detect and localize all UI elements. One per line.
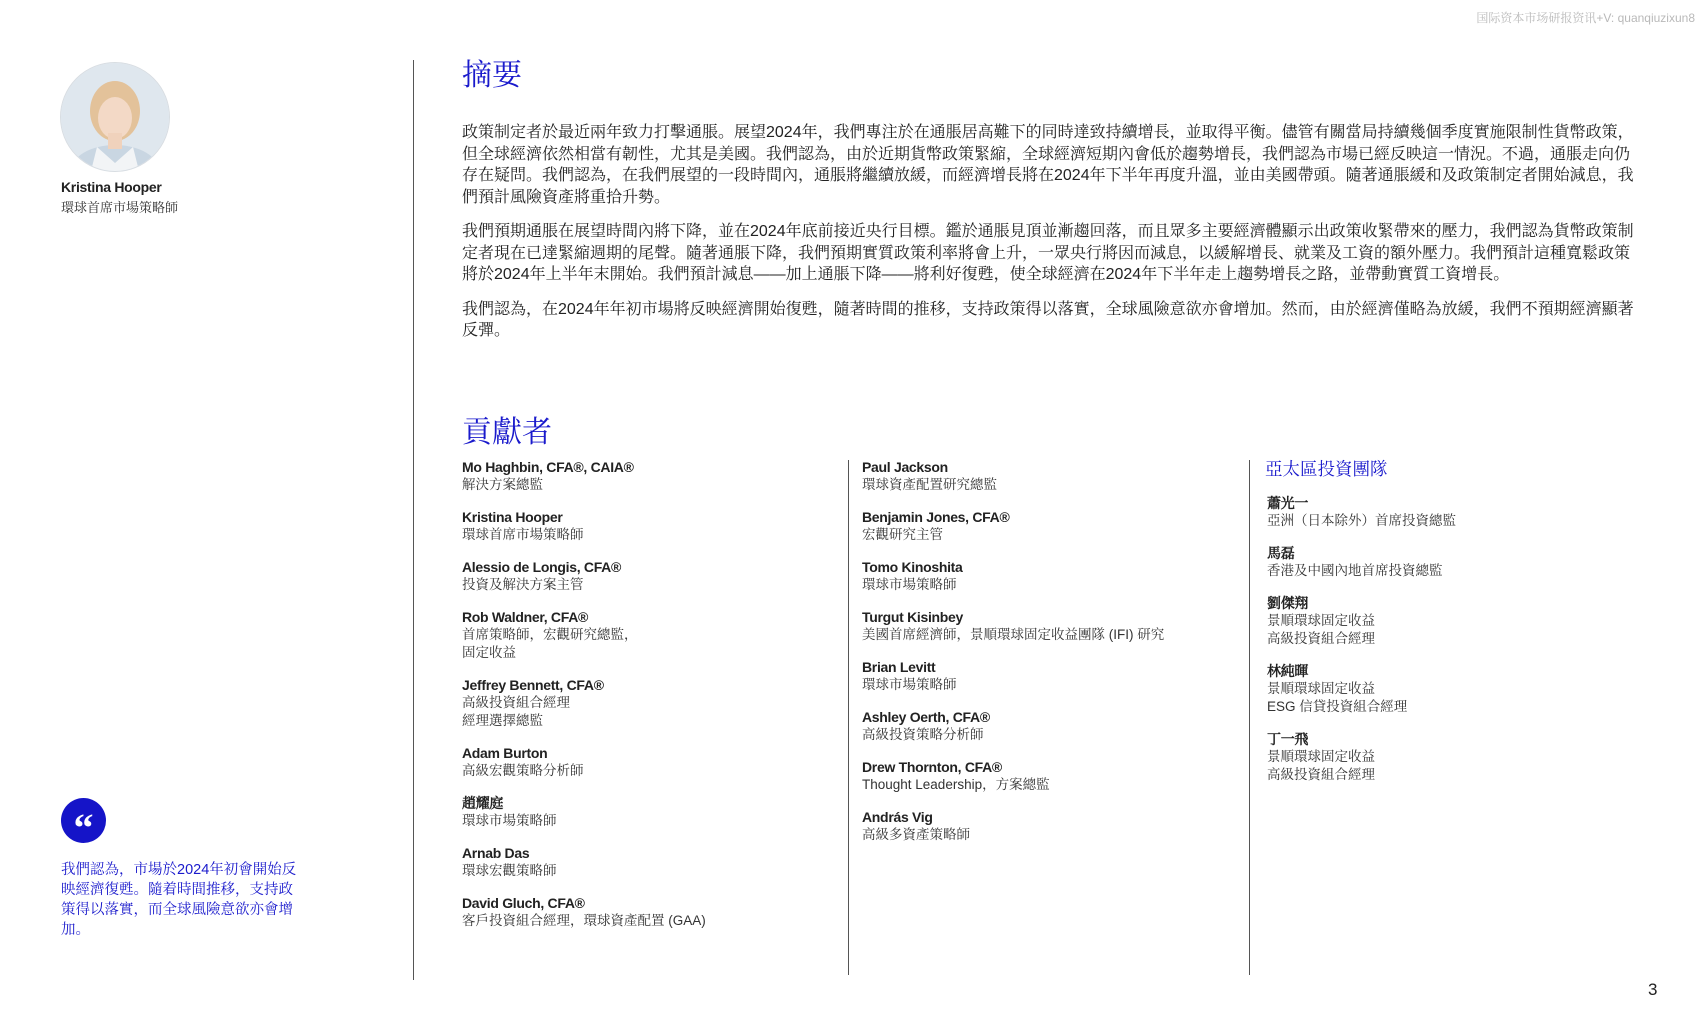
summary-heading: 摘要 [462,59,522,92]
contributor-name: 蕭光一 [1267,495,1309,511]
contributors-column-1 [462,458,842,944]
contributor-role: 高級投資組合經理 經理選擇總監 [462,695,570,728]
contributor [462,508,842,544]
contributor [462,744,842,780]
contributor-role: Thought Leadership，方案總監 [862,777,1050,792]
contributor-role: 高級宏觀策略分析師 [462,763,584,778]
contributor [1267,730,1647,784]
contributor-role: 景順環球固定收益 高級投資組合經理 [1267,749,1375,782]
contributor-role: 宏觀研究主管 [862,527,943,542]
page-number: 3 [1648,980,1658,999]
contributor-role: 環球宏觀策略師 [462,863,557,878]
contributor [462,894,842,930]
contributor-role: 高級投資策略分析師 [862,727,984,742]
contributor [1267,544,1647,580]
contributor [462,794,842,830]
left-divider [413,60,414,980]
contributor-name: 林純暉 [1267,663,1309,679]
contributors-heading: 貢獻者 [462,416,552,449]
contributor [462,608,842,662]
contributor-name: Mo Haghbin, CFA®, CAIA® [462,459,634,475]
contributor-name: Turgut Kisinbey [862,609,964,625]
column-divider-2 [1249,460,1250,975]
contributor-role: 投資及解決方案主管 [462,577,584,592]
watermark-text: 国际资本市场研报资讯+V: quanqiuzixun8 [1476,11,1695,25]
contributor-name: Drew Thornton, CFA® [862,759,1002,775]
contributor [862,558,1242,594]
contributor-name: Brian Levitt [862,659,936,675]
contributor-role: 環球市場策略師 [862,677,957,692]
contributor-name: Ashley Oerth, CFA® [862,709,990,725]
contributor-name: Arnab Das [462,845,530,861]
contributor [862,808,1242,844]
contributor [862,658,1242,694]
contributor-role: 環球資產配置研究總監 [862,477,997,492]
contributor-role: 美國首席經濟師，景順環球固定收益團隊 (IFI) 研究 [862,627,1165,642]
quote-icon: “ [61,798,106,843]
contributor-role: 環球首席市場策略師 [462,527,584,542]
contributor-role: 環球市場策略師 [462,813,557,828]
contributor-name: Alessio de Longis, CFA® [462,559,621,575]
summary-paragraph: 我們預期通脹在展望時間內將下降，並在2024年底前接近央行目標。鑑於通脹見頂並漸趨回落，而且眾多主要經濟體顯示出政策收緊帶來的壓力，我們認為貨幣政策制定者現在已達緊縮週期的尾聲。隨著通脹下降，我們預期實質政策利率將會上升，一眾央行將因而減息，以緩解增長、就業及工資的額外壓力。我們預計這種寬鬆政策將於2024年上半年末開始。我們預計減息——加上通脹下降——將利好復甦，使全球經濟在2024年下半年走上趨勢增長之路，並帶動實質工資增長。 [462,223,1634,283]
contributor [862,758,1242,794]
summary-paragraph: 我們認為，在2024年年初市場將反映經濟開始復甦，隨著時間的推移，支持政策得以落實，全球風險意欲亦會增加。然而，由於經濟僅略為放緩，我們不預期經濟顯著反彈。 [462,300,1634,339]
contributor-name: Kristina Hooper [462,509,563,525]
column-divider-1 [848,460,849,975]
avatar [60,62,170,172]
contributor-role: 高級多資產策略師 [862,827,970,842]
contributor-name: 丁一飛 [1267,731,1309,747]
contributor-name: Tomo Kinoshita [862,559,963,575]
team-heading: 亞太區投資團隊 [1265,459,1388,479]
contributor [1267,594,1647,648]
contributors-column-3 [1267,494,1647,798]
contributor-name: Benjamin Jones, CFA® [862,509,1010,525]
contributor-name: 馬磊 [1267,545,1295,561]
profile-name: Kristina Hooper [61,179,162,195]
contributor-name: Rob Waldner, CFA® [462,609,589,625]
contributor-role: 景順環球固定收益 ESG 信貸投資組合經理 [1267,681,1408,714]
contributor-name: Jeffrey Bennett, CFA® [462,677,604,693]
contributor [862,458,1242,494]
contributor-role: 香港及中國內地首席投資總監 [1267,563,1443,578]
contributor [462,676,842,730]
summary-paragraph: 政策制定者於最近兩年致力打擊通脹。展望2024年，我們專注於在通脹居高難下的同時達致持續增長，並取得平衡。儘管有關當局持續幾個季度實施限制性貨幣政策，但全球經濟依然相當有韌性，尤其是美國。我們認為，由於近期貨幣政策緊縮，全球經濟短期內會低於趨勢增長，我們認為市場已經反映這一情況。不過，通脹走向仍存在疑問。我們認為，在我們展望的一段時間內，通脹將繼續放緩，而經濟增長將在2024年下半年再度升溫，並由美國帶頭。隨著通脹緩和及政策制定者開始減息，我們預計風險資產將重拾升勢。 [462,124,1634,206]
contributor [862,708,1242,744]
contributor-name: Paul Jackson [862,459,948,475]
contributor-role: 亞洲（日本除外）首席投資總監 [1267,513,1456,528]
contributor [862,608,1242,644]
contributor [462,458,842,494]
pull-quote: 我們認為，市場於2024年初會開始反映經濟復甦。隨着時間推移，支持政策得以落實，而全球風險意欲亦會增加。 [61,862,297,938]
contributor-name: 趙耀庭 [462,795,504,811]
summary-body [462,122,1642,355]
contributor [462,558,842,594]
contributor [1267,662,1647,716]
profile-title: 環球首席市場策略師 [61,200,179,215]
contributor-name: Adam Burton [462,745,548,761]
contributor-name: András Vig [862,809,933,825]
contributor-role: 環球市場策略師 [862,577,957,592]
contributor-name: David Gluch, CFA® [462,895,585,911]
contributor [462,844,842,880]
contributor-role: 首席策略師，宏觀研究總監， 固定收益 [462,627,638,660]
contributor [1267,494,1647,530]
contributor-role: 解決方案總監 [462,477,543,492]
contributor-role: 客戶投資組合經理，環球資產配置 (GAA) [462,913,706,928]
contributor-role: 景順環球固定收益 高級投資組合經理 [1267,613,1375,646]
contributor-name: 劉傑翔 [1267,595,1309,611]
contributors-column-2 [862,458,1242,858]
contributor [862,508,1242,544]
